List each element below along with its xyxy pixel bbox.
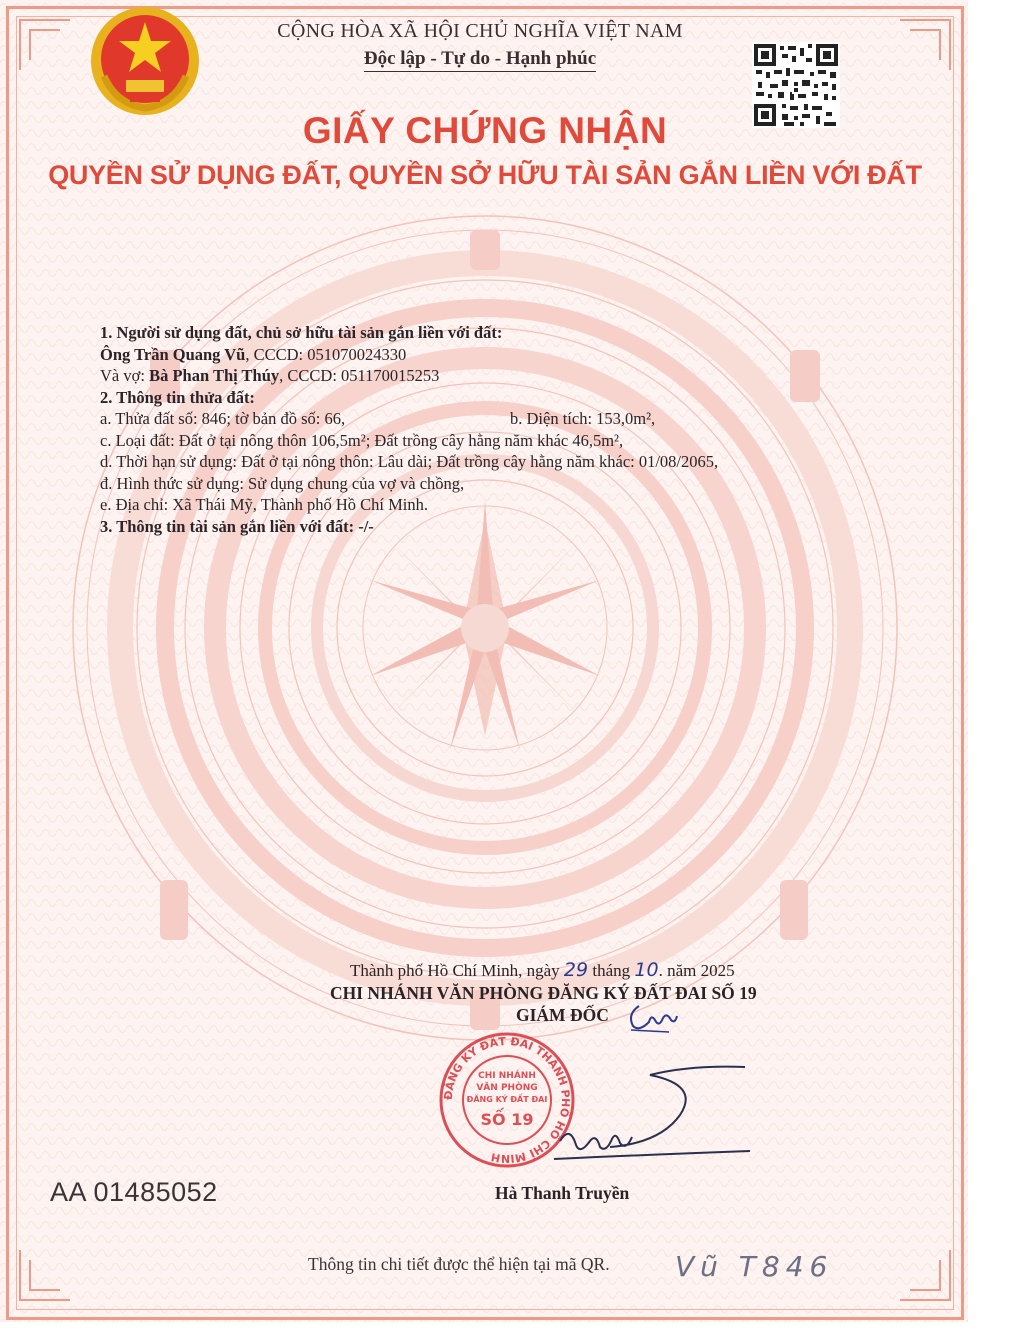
seal-ring-text: ĐĂNG KÝ ĐẤT ĐAI THÀNH PHỐ HỒ CHÍ MINH [441,1034,573,1166]
scan-margin-bottom [0,1322,1024,1334]
parcel-number: a. Thửa đất số: 846; tờ bản đồ số: 66, [100,409,346,428]
national-title: CỘNG HÒA XÃ HỘI CHỦ NGHĨA VIỆT NAM [277,20,683,42]
spouse-line [100,365,860,387]
national-emblem-icon [86,4,204,118]
place-prefix: Thành phố Hồ Chí Minh, ngày [350,961,564,980]
parcel-line [100,408,860,430]
certificate-serial-number: AA 01485052 [50,1177,218,1207]
spouse-prefix: Và vợ: [100,366,150,385]
section3-heading: 3. Thông tin tài sản gắn liền với đất: -/- [100,516,374,536]
year-label: . năm 2025 [658,961,735,980]
spouse-id: , CCCD: 051170015253 [279,366,440,385]
seal-line1: CHI NHÁNH [478,1071,536,1081]
director-signature [550,1055,760,1175]
land-type: c. Loại đất: Đất ở tại nông thôn 106,5m²; Đất trồng cây hằng năm khác 46,5m², [100,430,624,450]
seal-line4: SỐ 19 [480,1110,534,1129]
motto-text: Độc lập - Tự do - Hạnh phúc [364,48,596,72]
section2-heading: 2. Thông tin thửa đất: [100,387,255,407]
signer-name: Hà Thanh Truyền [495,1183,630,1203]
scan-margin-right [968,0,1024,1334]
initial-paraph-mark [625,1000,681,1036]
spouse-name: Bà Phan Thị Thúy [149,366,280,385]
owner-line [100,344,860,366]
seal-line2: VĂN PHÒNG [476,1083,538,1093]
signer-position: GIÁM ĐỐC [516,1005,609,1025]
month-label: tháng [588,961,635,980]
owner-name: Ông Trần Quang Vũ [100,344,246,364]
national-motto [300,48,660,70]
qr-info-note: Thông tin chi tiết được thể hiện tại mã QR. [308,1254,610,1274]
parcel-area: b. Diện tích: 153,0m², [510,409,656,428]
signing-place-date [350,959,735,981]
usage-term: d. Thời hạn sử dụng: Đất ở tại nông thôn: Lâu dài; Đất trồng cây hằng năm khác: 01/08/2065, [100,452,719,471]
sign-month: 10 [634,959,659,981]
certificate-body [100,322,860,537]
sign-day: 29 [563,959,589,981]
issuing-office: CHI NHÁNH VĂN PHÒNG ĐĂNG KÝ ĐẤT ĐAI SỐ 19 [330,983,757,1003]
section1-heading: 1. Người sử dụng đất, chủ sở hữu tài sản gắn liền với đất: [100,323,503,342]
owner-id: , CCCD: 051070024330 [245,344,407,364]
usage-form: đ. Hình thức sử dụng: Sử dụng chung của vợ và chồng, [100,473,465,493]
parcel-address: e. Địa chỉ: Xã Thái Mỹ, Thành phố Hồ Chí Minh. [100,495,428,514]
handwritten-margin-note: Vũ T846 [675,1250,834,1283]
certificate-subtitle: QUYỀN SỬ DỤNG ĐẤT, QUYỀN SỞ HỮU TÀI SẢN GẮN LIỀN VỚI ĐẤT [48,160,922,190]
seal-line3: ĐĂNG KÝ ĐẤT ĐAI [466,1095,548,1104]
certificate-title: GIẤY CHỨNG NHẬN [302,110,668,151]
